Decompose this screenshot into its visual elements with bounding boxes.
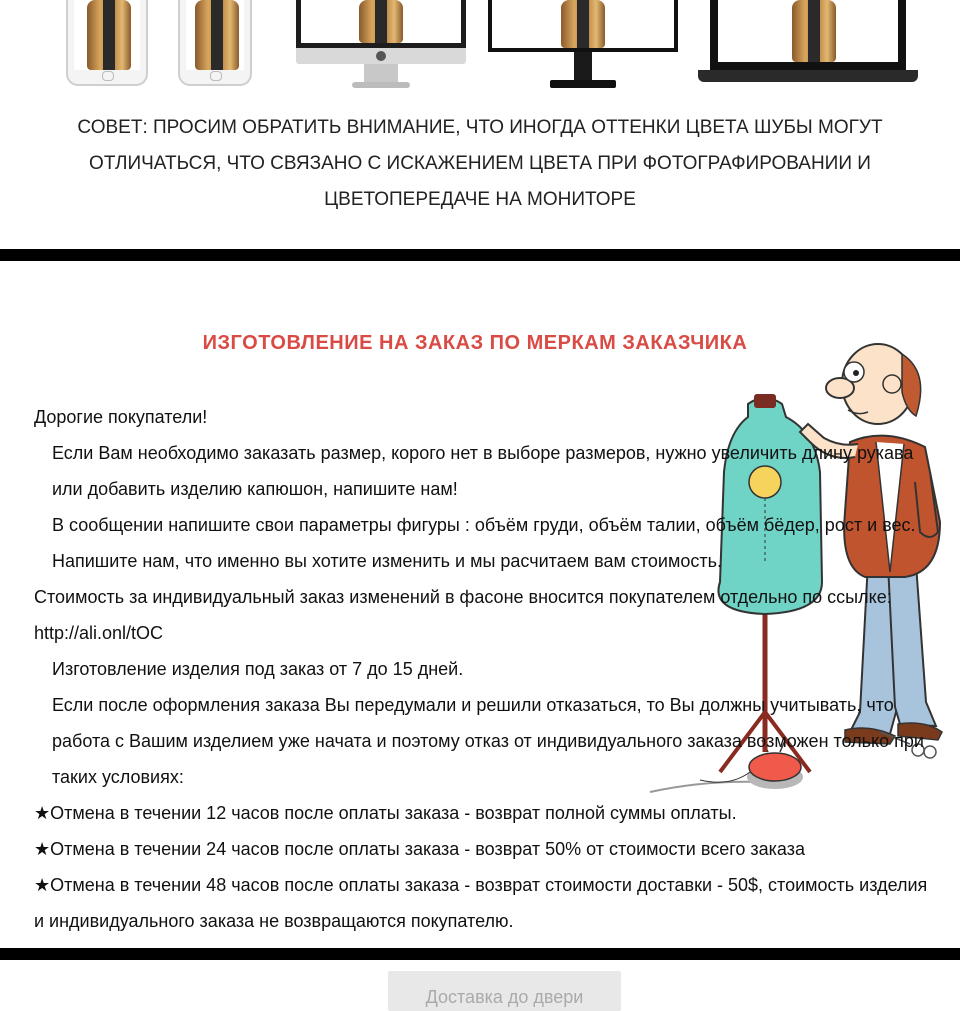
color-notice-line: ЦВЕТОПЕРЕДАЧЕ НА МОНИТОРЕ [324, 189, 636, 210]
color-notice-line: ОТЛИЧАТЬСЯ, ЧТО СВЯЗАНО С ИСКАЖЕНИЕМ ЦВЕТА ПРИ ФОТОГРАФИРОВАНИИ И [89, 153, 871, 174]
custom-order-title: ИЗГОТОВЛЕНИЕ НА ЗАКАЗ ПО МЕРКАМ ЗАКАЗЧИКА [202, 332, 748, 354]
color-notice [40, 110, 920, 218]
section-divider [0, 948, 960, 960]
cancellation-condition: ★Отмена в течении 24 часов после оплаты заказа - возврат 50% от стоимости всего заказа [34, 839, 805, 859]
cancellation-condition: ★Отмена в течении 12 часов после оплаты заказа - возврат полной суммы оплаты. [34, 803, 737, 823]
imac-mockup [296, 0, 466, 90]
phone-mockup-1 [66, 0, 148, 86]
section-divider [0, 249, 960, 261]
phone-mockup-2 [178, 0, 252, 86]
delivery-button[interactable]: Доставка до двери [388, 971, 621, 1011]
monitor-mockup [488, 0, 678, 90]
greeting: Дорогие покупатели! [34, 407, 208, 427]
device-showcase [0, 0, 960, 95]
cancellation-condition: ★Отмена в течении 48 часов после оплаты заказа - возврат стоимости доставки - 50$, стоимость изделия и индивидуального заказа не возвращаются покупателю. [34, 875, 928, 931]
paragraph-measurements: В сообщении напишите свои параметры фигуры : объём груди, объём талии, объём бёдер, рост и вес. Напишите нам, что именно вы хотите изменить и мы расчитаем вам стоимость. [52, 515, 916, 571]
paragraph-size-request: Если Вам необходимо заказать размер, корого нет в выборе размеров, нужно увеличить длину рукава или добавить изделию капюшон, напишите нам! [52, 443, 914, 499]
laptop-mockup [698, 0, 918, 84]
color-notice-line: СОВЕТ: ПРОСИМ ОБРАТИТЬ ВНИМАНИЕ, ЧТО ИНОГДА ОТТЕНКИ ЦВЕТА ШУБЫ МОГУТ [77, 117, 883, 138]
paragraph-payment-link: Стоимость за индивидуальный заказ изменений в фасоне вносится покупателем отдельно по ссылке: http://ali.onl/tOC [34, 587, 892, 643]
paragraph-production-time: Изготовление изделия под заказ от 7 до 15 дней. [52, 659, 464, 679]
custom-order-text [34, 399, 934, 939]
paragraph-cancellation: Если после оформления заказа Вы передумали и решили отказаться, то Вы должны учитывать, что работа с Вашим изделием уже начата и поэтому отказ от индивидуального заказа возможен только при таких условиях: [52, 695, 924, 787]
